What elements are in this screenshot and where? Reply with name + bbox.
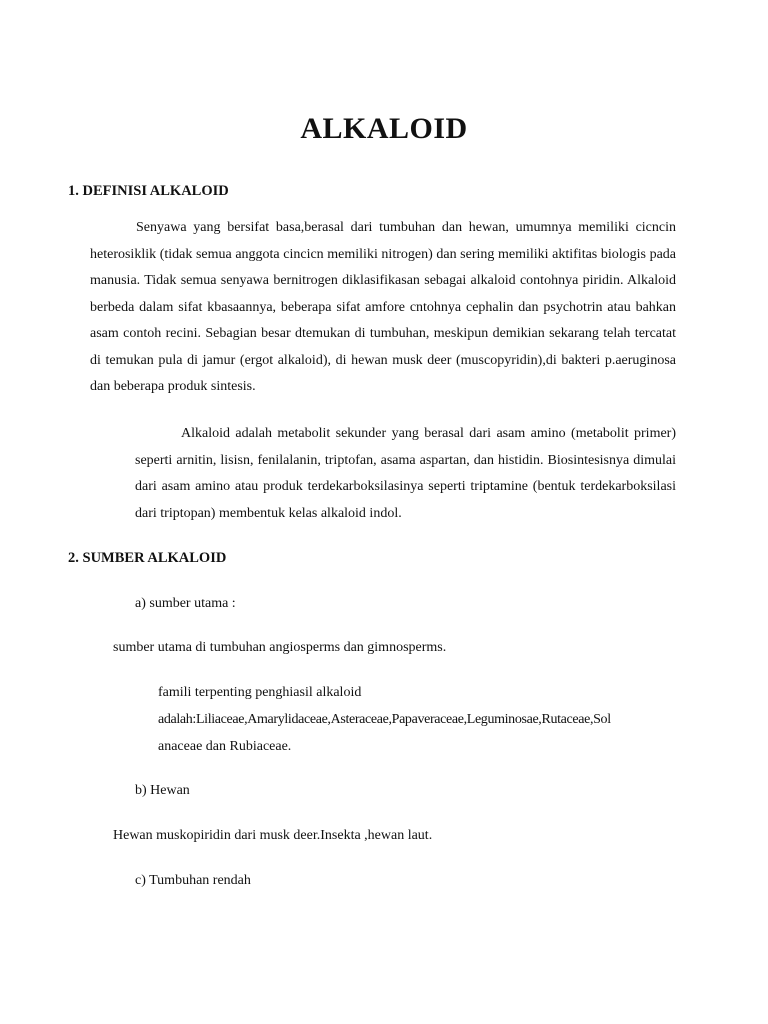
list-item-c-label: c) Tumbuhan rendah — [135, 873, 251, 888]
famili-line-3: anaceae dan Rubiaceae. — [158, 739, 292, 754]
paragraph-metabolit: Alkaloid adalah metabolit sekunder yang berasal dari asam amino (metabolit primer) seperti arnitin, lisisn, fenilalanin, triptofan, asama aspartan, dan histidin. Biosintesisnya dimulai dari asam amino atau produk terdekarboksilasinya seperti triptamine (bentuk terdekarboksilasi dari triptopan) membentuk kelas alkaloid indol. — [135, 426, 676, 521]
page-title: ALKALOID — [300, 112, 468, 145]
paragraph-definisi: Senyawa yang bersifat basa,berasal dari tumbuhan dan hewan, umumnya memiliki cicncin heterosiklik (tidak semua anggota cincicn memiliki nitrogen) dan sering memiliki aktifitas biologis pada manusia. Tidak semua senyawa bernitrogen diklasifikasan sebagai alkaloid contohnya piridin. Alkaloid berbeda dalam sifat kbasaannya, beberapa sifat amfore cntohnya cephalin dan psychotrin atau bahkan asam contoh recini. Sebagian besar dtemukan di tumbuhan, meskipun demikian sekarang telah tercatat di temukan pula di jamur (ergot alkaloid), di hewan musk deer (muscopyridin),di bakteri p.aeruginosa dan beberapa produk sintesis. — [90, 220, 676, 394]
list-item-b-text: Hewan muskopiridin dari musk deer.Insekta ,hewan laut. — [113, 828, 433, 843]
section-heading-sumber: 2. SUMBER ALKALOID — [68, 550, 227, 566]
list-item-b-label: b) Hewan — [135, 783, 190, 798]
famili-line-2: adalah:Liliaceae,Amarylidaceae,Asteraceae,Papaveraceae,Leguminosae,Rutaceae,Sol — [158, 712, 611, 727]
famili-line-1: famili terpenting penghiasil alkaloid — [158, 685, 362, 700]
list-item-a-label: a) sumber utama : — [135, 596, 236, 611]
list-item-a-text: sumber utama di tumbuhan angiosperms dan gimnosperms. — [113, 640, 447, 655]
section-heading-definisi: 1. DEFINISI ALKALOID — [68, 183, 229, 199]
